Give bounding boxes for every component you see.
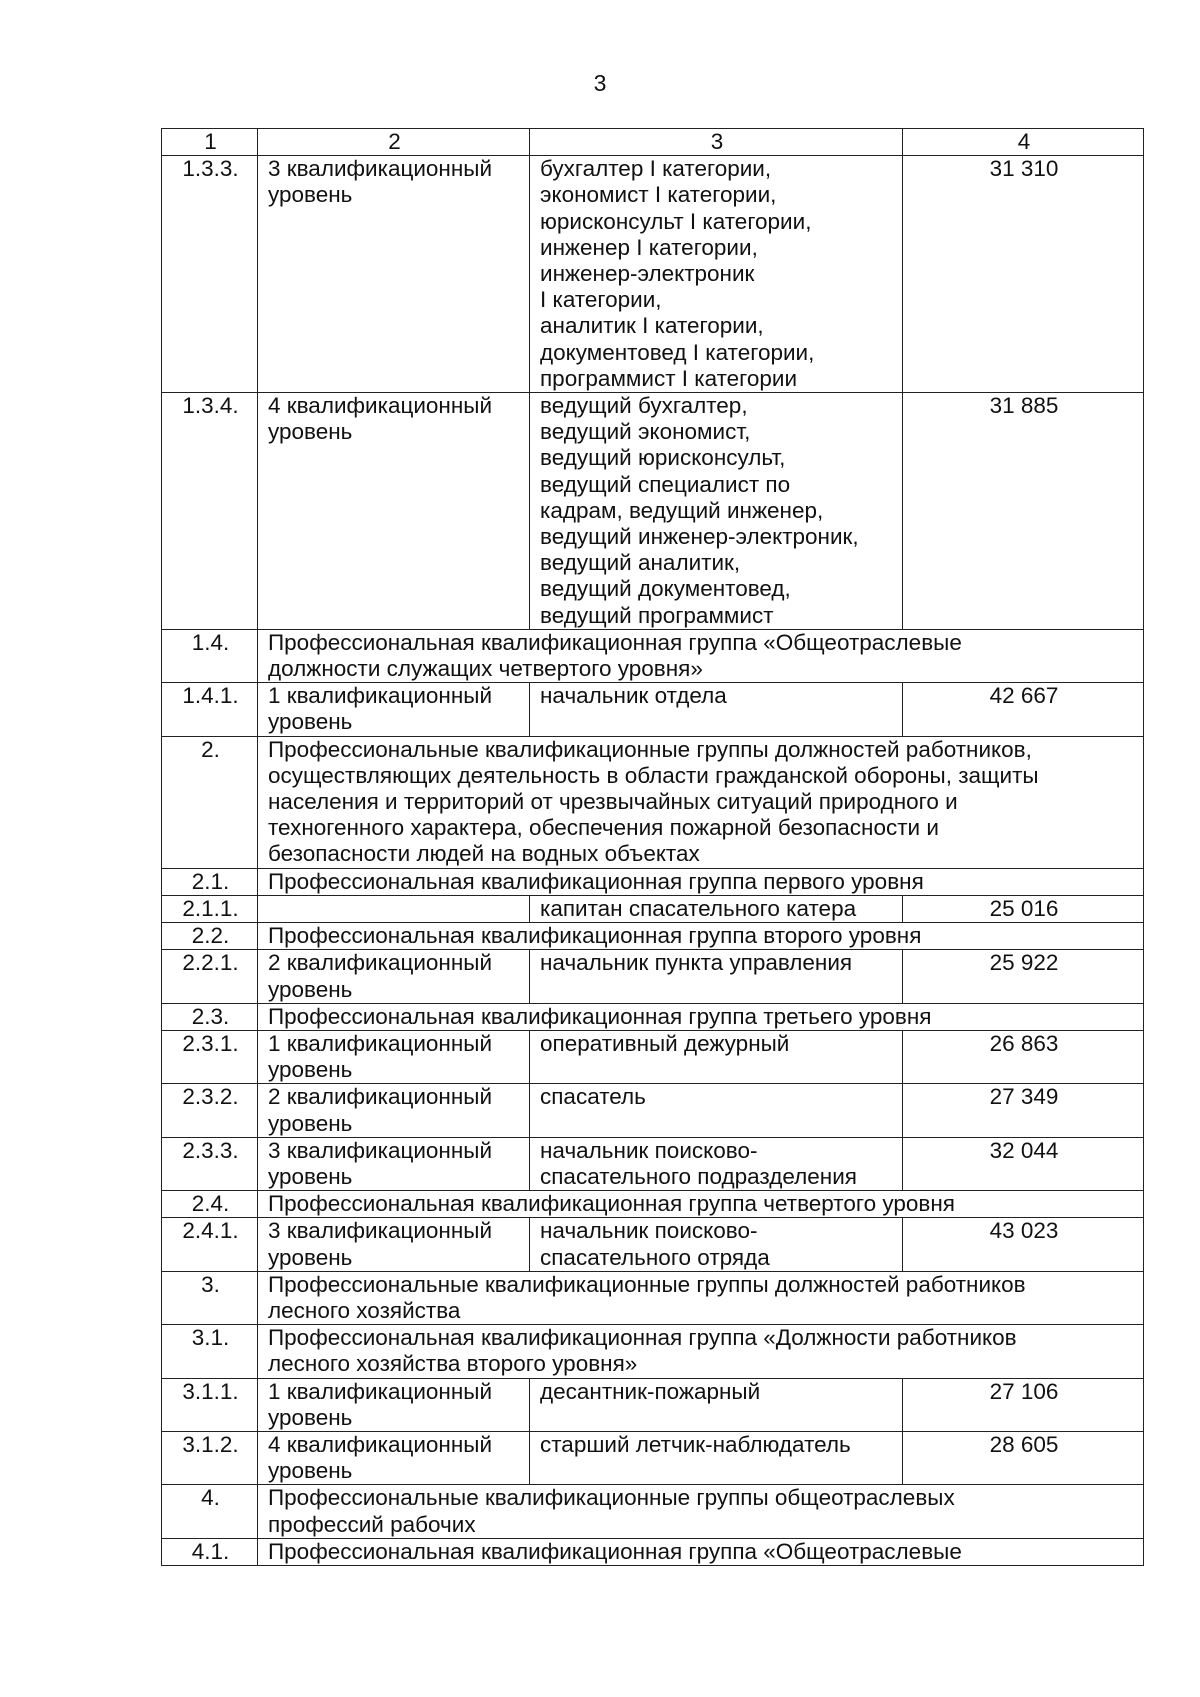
row-number: 2.4.1. <box>162 1218 258 1271</box>
table-row <box>162 1218 1144 1271</box>
table-row <box>162 683 1144 736</box>
positions-list: начальник поисково- спасательного отряда <box>530 1218 903 1271</box>
group-title: Профессиональная квалификационная группа второго уровня <box>258 923 1144 950</box>
table-row <box>162 895 1144 922</box>
table-header <box>162 129 1144 156</box>
salary-value: 26 863 <box>903 1030 1144 1083</box>
positions-list: капитан спасательного катера <box>530 895 903 922</box>
positions-list: бухгалтер I категории, экономист I категории, юрисконсульт I категории, инженер I категории, инженер-электроник I категории, аналитик I категории, документовед I категории, программист I категории <box>530 156 903 393</box>
group-title: Профессиональные квалификационные группы должностей работников, осуществляющих деятельность в области гражданской обороны, защиты населения и территорий от чрезвычайных ситуаций природного и техногенного характера, обеспечения пожарной безопасности и безопасности людей на водных объектах <box>258 736 1144 868</box>
salary-value: 31 885 <box>903 393 1144 630</box>
table-body <box>162 156 1144 1566</box>
salary-value: 32 044 <box>903 1137 1144 1190</box>
qualification-level: 3 квалификационный уровень <box>258 1218 530 1271</box>
qualification-level: 4 квалификационный уровень <box>258 1431 530 1484</box>
column-header-positions: 3 <box>530 129 903 156</box>
table-row <box>162 1030 1144 1083</box>
positions-list: старший летчик-наблюдатель <box>530 1431 903 1484</box>
row-number: 3. <box>162 1271 258 1324</box>
group-title: Профессиональная квалификационная группа «Общеотраслевые <box>258 1538 1144 1565</box>
qualification-level: 3 квалификационный уровень <box>258 156 530 393</box>
qualification-level: 4 квалификационный уровень <box>258 393 530 630</box>
qualification-level: 2 квалификационный уровень <box>258 1084 530 1137</box>
table-row <box>162 1137 1144 1190</box>
positions-list: начальник пункта управления <box>530 950 903 1003</box>
salary-value: 31 310 <box>903 156 1144 393</box>
row-number: 2.3.2. <box>162 1084 258 1137</box>
table-row <box>162 393 1144 630</box>
group-row <box>162 1325 1144 1378</box>
qualification-level: 1 квалификационный уровень <box>258 1030 530 1083</box>
row-number: 3.1. <box>162 1325 258 1378</box>
table-row <box>162 1084 1144 1137</box>
positions-list: начальник отдела <box>530 683 903 736</box>
row-number: 2.1.1. <box>162 895 258 922</box>
row-number: 3.1.1. <box>162 1378 258 1431</box>
group-row <box>162 1191 1144 1218</box>
table-row <box>162 1431 1144 1484</box>
qualification-level <box>258 895 530 922</box>
salary-value: 25 922 <box>903 950 1144 1003</box>
row-number: 1.4. <box>162 629 258 682</box>
salary-value: 27 349 <box>903 1084 1144 1137</box>
salary-value: 43 023 <box>903 1218 1144 1271</box>
row-number: 3.1.2. <box>162 1431 258 1484</box>
row-number: 2.1. <box>162 868 258 895</box>
positions-list: начальник поисково- спасательного подразделения <box>530 1137 903 1190</box>
row-number: 2.2.1. <box>162 950 258 1003</box>
header-row <box>162 129 1144 156</box>
row-number: 2.3. <box>162 1003 258 1030</box>
group-row <box>162 868 1144 895</box>
qualification-level: 3 квалификационный уровень <box>258 1137 530 1190</box>
qualification-level: 1 квалификационный уровень <box>258 683 530 736</box>
row-number: 2.4. <box>162 1191 258 1218</box>
group-title: Профессиональная квалификационная группа первого уровня <box>258 868 1144 895</box>
salary-value: 28 605 <box>903 1431 1144 1484</box>
table-row <box>162 1378 1144 1431</box>
row-number: 1.4.1. <box>162 683 258 736</box>
salary-value: 42 667 <box>903 683 1144 736</box>
row-number: 1.3.4. <box>162 393 258 630</box>
group-title: Профессиональные квалификационные группы должностей работников лесного хозяйства <box>258 1271 1144 1324</box>
group-title: Профессиональная квалификационная группа «Должности работников лесного хозяйства второго уровня» <box>258 1325 1144 1378</box>
row-number: 2.3.3. <box>162 1137 258 1190</box>
qualification-level: 1 квалификационный уровень <box>258 1378 530 1431</box>
positions-list: спасатель <box>530 1084 903 1137</box>
qualification-level: 2 квалификационный уровень <box>258 950 530 1003</box>
positions-list: ведущий бухгалтер, ведущий экономист, ведущий юрисконсульт, ведущий специалист по кадрам, ведущий инженер, ведущий инженер-электроник, ведущий аналитик, ведущий документовед, ведущий программист <box>530 393 903 630</box>
row-number: 2.3.1. <box>162 1030 258 1083</box>
salary-value: 27 106 <box>903 1378 1144 1431</box>
group-row <box>162 1538 1144 1565</box>
group-title: Профессиональные квалификационные группы общеотраслевых профессий рабочих <box>258 1485 1144 1538</box>
group-row <box>162 736 1144 868</box>
row-number: 2. <box>162 736 258 868</box>
group-row <box>162 1271 1144 1324</box>
positions-list: оперативный дежурный <box>530 1030 903 1083</box>
column-header-salary: 4 <box>903 129 1144 156</box>
group-row <box>162 1003 1144 1030</box>
page-number: 3 <box>593 70 607 96</box>
salary-value: 25 016 <box>903 895 1144 922</box>
row-number: 1.3.3. <box>162 156 258 393</box>
group-title: Профессиональная квалификационная группа «Общеотраслевые должности служащих четвертого уровня» <box>258 629 1144 682</box>
row-number: 4.1. <box>162 1538 258 1565</box>
salary-table <box>161 128 1144 1566</box>
group-title: Профессиональная квалификационная группа четвертого уровня <box>258 1191 1144 1218</box>
group-row <box>162 923 1144 950</box>
column-header-level: 2 <box>258 129 530 156</box>
column-header-number: 1 <box>162 129 258 156</box>
group-row <box>162 629 1144 682</box>
group-title: Профессиональная квалификационная группа третьего уровня <box>258 1003 1144 1030</box>
positions-list: десантник-пожарный <box>530 1378 903 1431</box>
row-number: 2.2. <box>162 923 258 950</box>
group-row <box>162 1485 1144 1538</box>
row-number: 4. <box>162 1485 258 1538</box>
table-row <box>162 950 1144 1003</box>
table-row <box>162 156 1144 393</box>
